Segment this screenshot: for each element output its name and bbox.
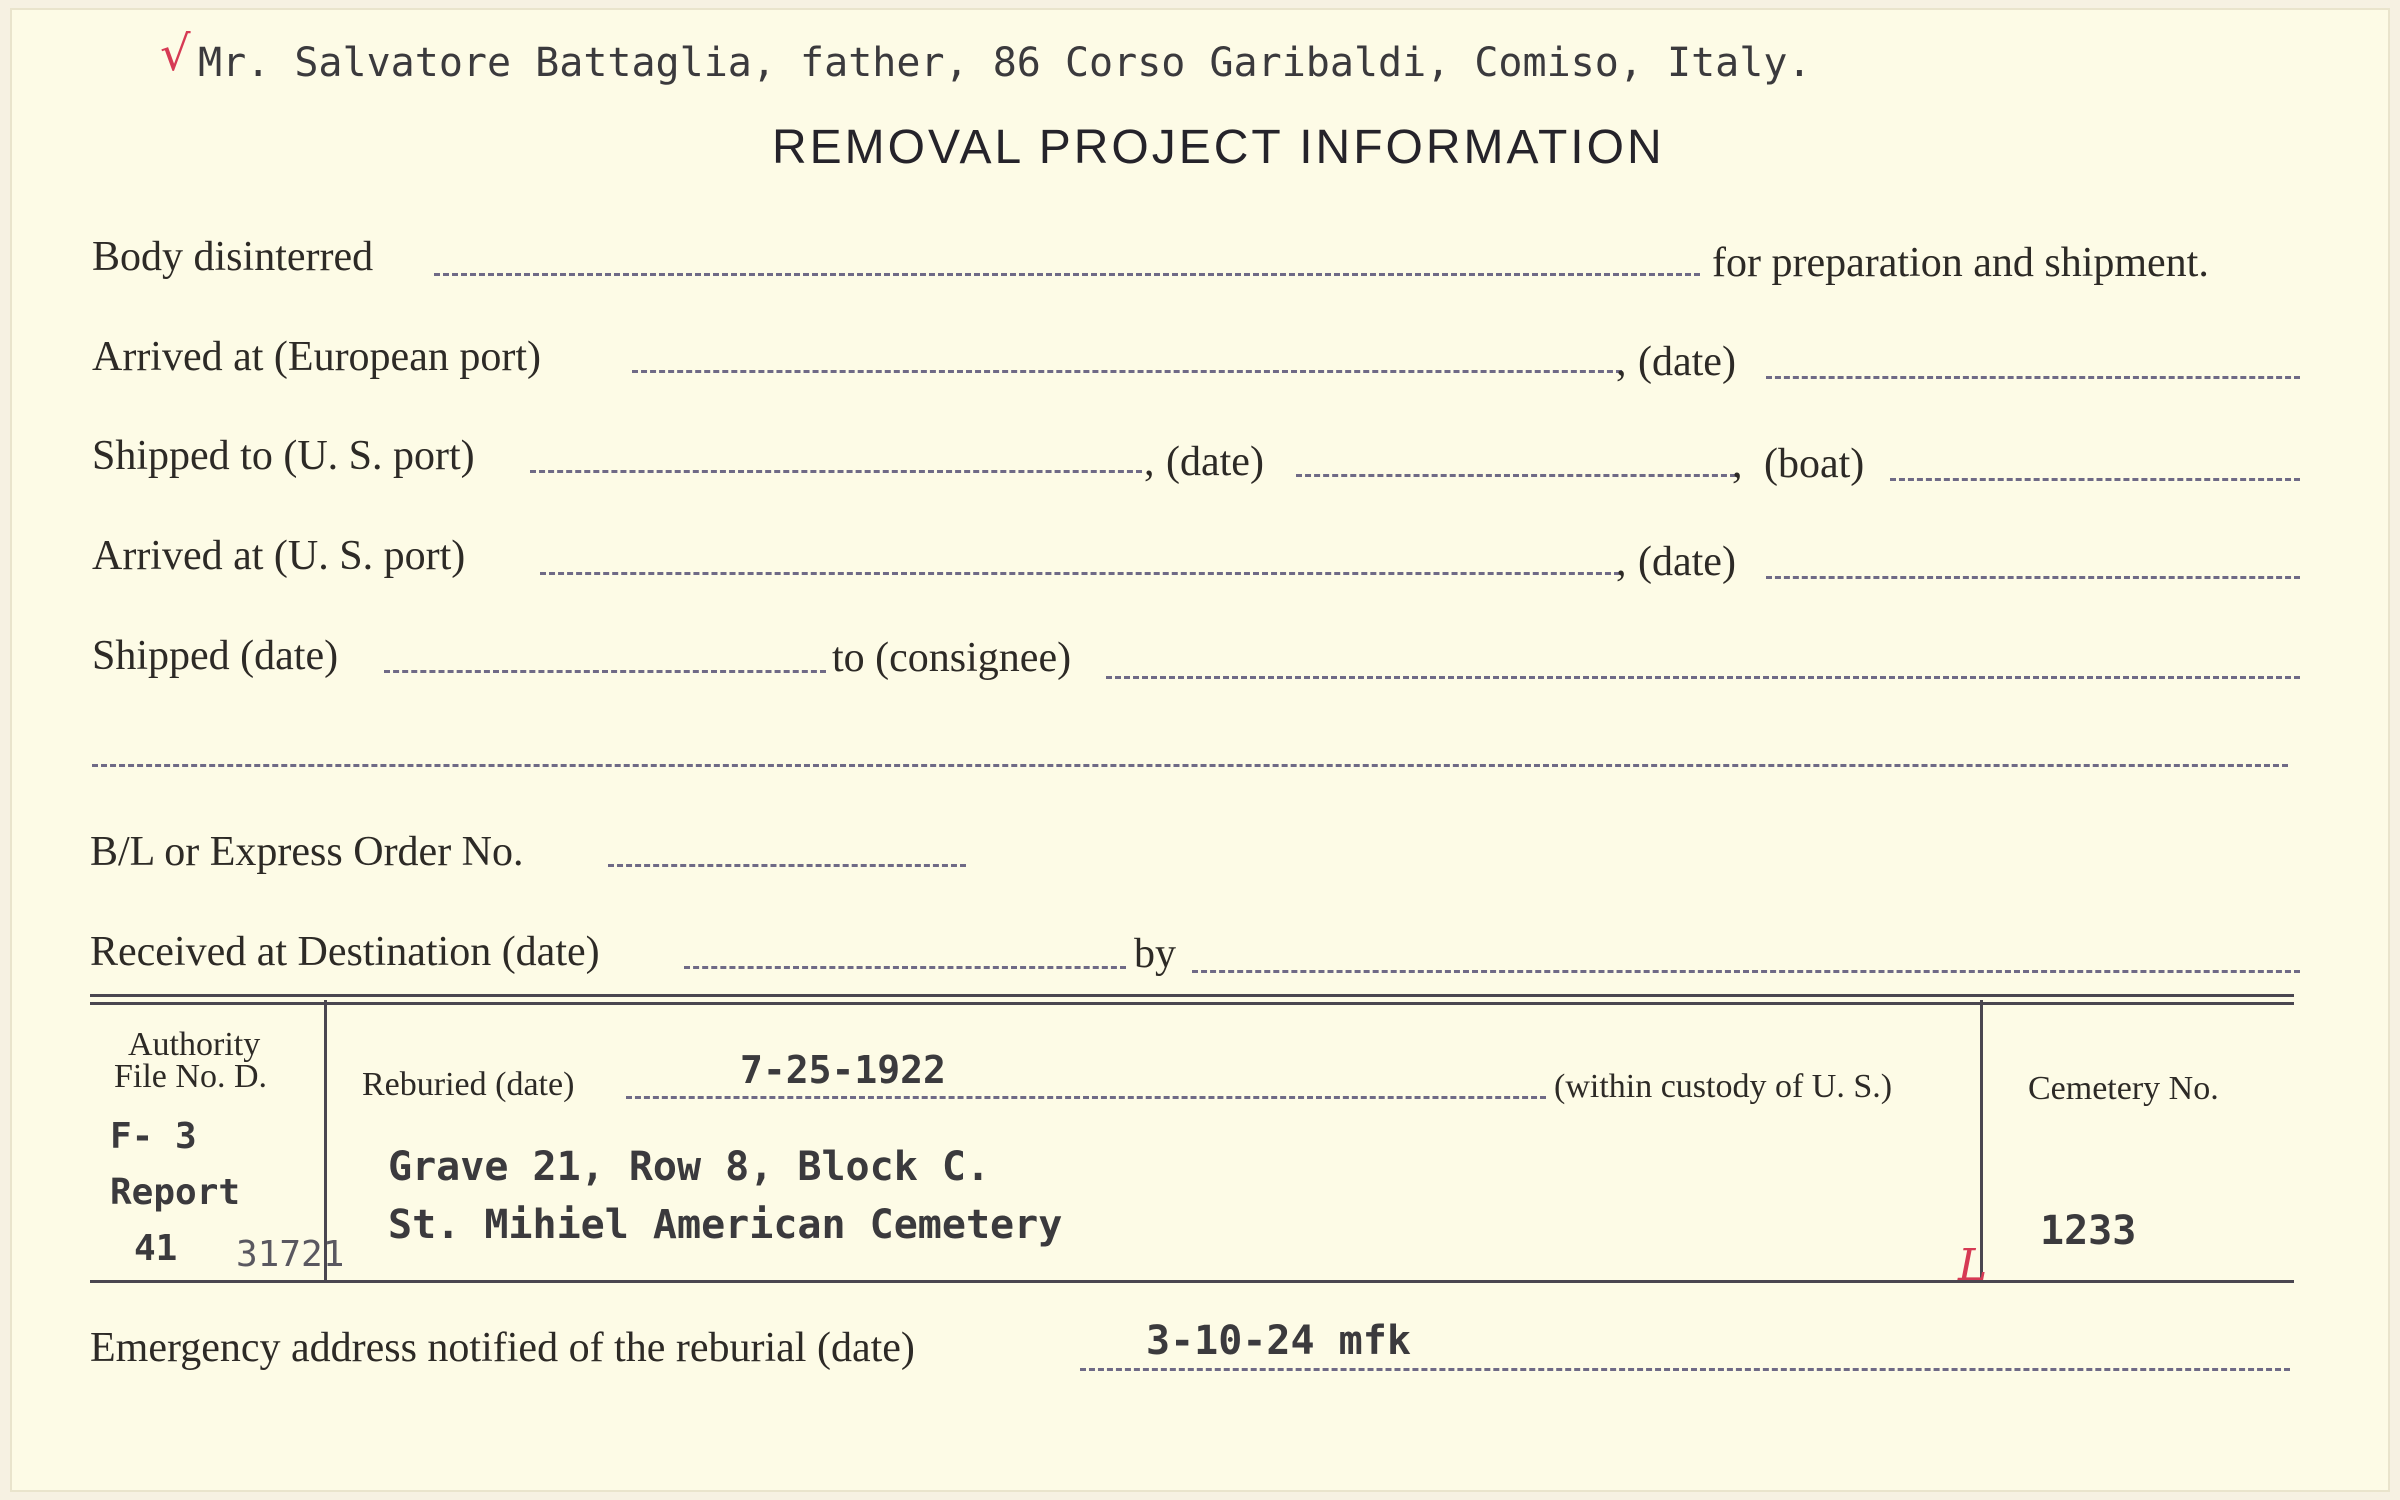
european-port-line: [632, 370, 1622, 373]
european-date-line: [1766, 376, 2300, 379]
reburied-value: 7-25-1922: [740, 1048, 946, 1092]
comma-4: ,: [1616, 539, 1627, 585]
body-disinterred-line: [434, 273, 1700, 276]
removal-record-card: [10, 8, 2390, 1492]
shipped-to-us-label: Shipped to (U. S. port): [92, 433, 475, 479]
comma-1: ,: [1616, 339, 1627, 385]
form-title: REMOVAL PROJECT INFORMATION: [772, 121, 1665, 174]
us-ship-date-line: [1296, 474, 1736, 477]
authority-line-2: Report: [110, 1172, 241, 1213]
received-by-line: [1192, 970, 2300, 973]
authority-line-3: 41: [134, 1228, 178, 1269]
arrived-european-label: Arrived at (European port): [92, 334, 541, 380]
date-label-3: (date): [1638, 539, 1736, 585]
comma-2: ,: [1144, 439, 1155, 485]
arrived-us-date-line: [1766, 576, 2300, 579]
cemetery-name: St. Mihiel American Cemetery: [388, 1202, 1063, 1248]
preparation-label: for preparation and shipment.: [1712, 240, 2209, 286]
red-initial-mark: L: [1958, 1240, 1988, 1291]
emergency-value: 3-10-24 mfk: [1146, 1318, 1411, 1364]
check-mark: √: [160, 26, 191, 82]
reburied-label: Reburied (date): [362, 1066, 575, 1103]
cemetery-no-label: Cemetery No.: [2028, 1070, 2219, 1107]
cemetery-no-value: 1233: [2040, 1208, 2137, 1254]
custody-label: (within custody of U. S.): [1554, 1068, 1893, 1105]
received-date-line: [684, 966, 1126, 969]
emergency-line: [1080, 1368, 2290, 1371]
arrived-us-line: [540, 572, 1620, 575]
consignee-line: [1106, 676, 2300, 679]
double-rule-bottom: [90, 1002, 2294, 1005]
authority-number: 31721: [236, 1234, 345, 1275]
shipped-date-line: [384, 670, 826, 673]
emergency-label: Emergency address notified of the reburial (date): [90, 1325, 915, 1371]
arrived-us-label: Arrived at (U. S. port): [92, 533, 466, 579]
bl-order-line: [608, 864, 966, 867]
reburied-line: [626, 1096, 1546, 1099]
file-no-label: File No. D.: [114, 1058, 267, 1095]
grave-location: Grave 21, Row 8, Block C.: [388, 1144, 991, 1190]
bl-order-label: B/L or Express Order No.: [90, 829, 524, 875]
consignee-label: to (consignee): [832, 635, 1072, 681]
boat-label: (boat): [1764, 441, 1865, 487]
by-label: by: [1134, 931, 1176, 977]
authority-line-1: F- 3: [110, 1116, 197, 1157]
us-port-line: [530, 470, 1142, 473]
date-label-2: (date): [1166, 439, 1264, 485]
blank-line: [92, 764, 2288, 767]
authority-label: Authority: [128, 1026, 261, 1063]
comma-3: ,: [1732, 441, 1743, 487]
addressee-line: Mr. Salvatore Battaglia, father, 86 Corso Garibaldi, Comiso, Italy.: [198, 40, 1812, 86]
date-label-1: (date): [1638, 339, 1736, 385]
received-destination-label: Received at Destination (date): [90, 929, 600, 975]
shipped-date-label: Shipped (date): [92, 633, 339, 679]
double-rule-top: [90, 994, 2294, 997]
boat-line: [1890, 478, 2300, 481]
body-disinterred-label: Body disinterred: [92, 234, 374, 280]
